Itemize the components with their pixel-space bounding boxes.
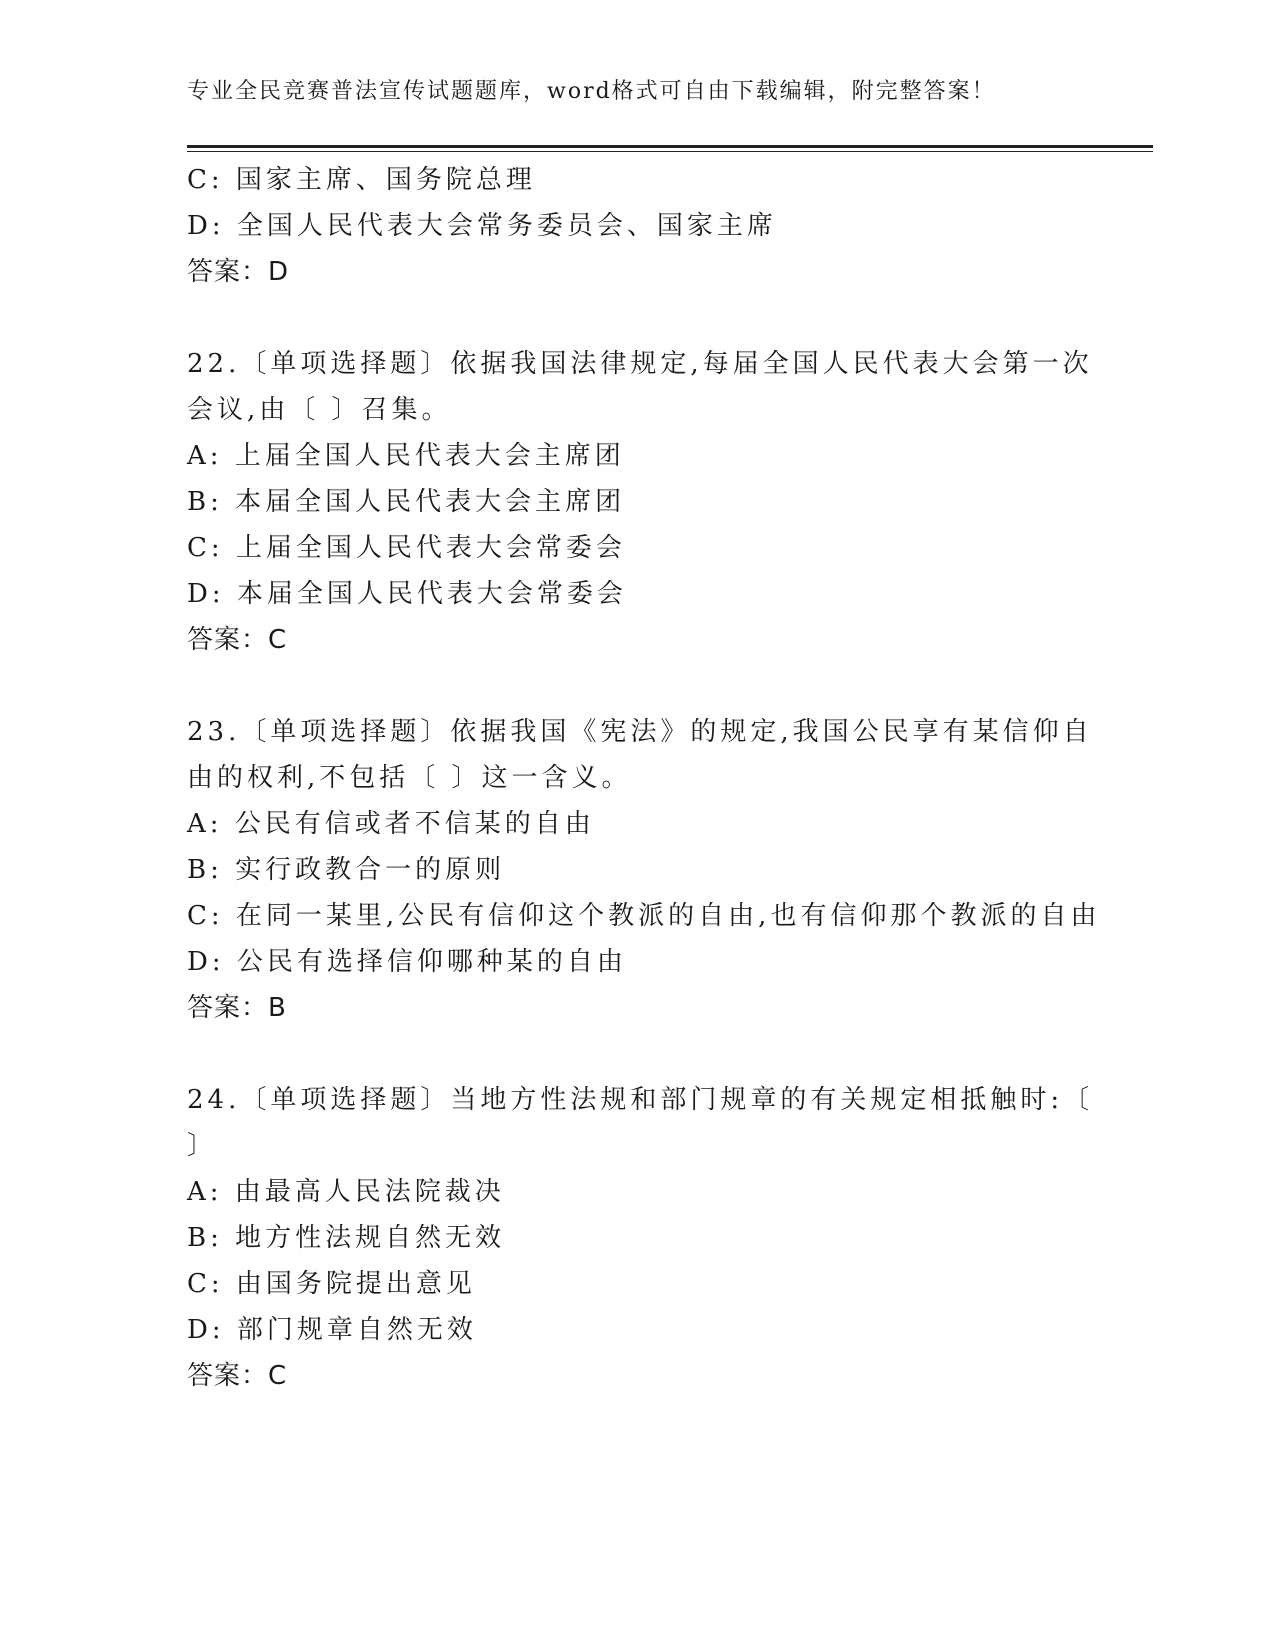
option-c: C: 在同一某里,公民有信仰这个教派的自由,也有信仰那个教派的自由 xyxy=(187,901,1101,931)
answer-line: 答案：C xyxy=(187,625,288,655)
question-stem: 24.〔单项选择题〕当地方性法规和部门规章的有关规定相抵触时:〔 xyxy=(187,1085,1094,1115)
question-stem: 23.〔单项选择题〕依据我国《宪法》的规定,我国公民享有某信仰自 xyxy=(187,717,1093,747)
question-stem: 〕 xyxy=(187,1131,218,1161)
option-a: A: 公民有信或者不信某的自由 xyxy=(187,809,595,839)
answer-line: 答案：B xyxy=(187,993,287,1023)
option-c: C: 上届全国人民代表大会常委会 xyxy=(187,533,626,563)
header-rule-thick xyxy=(187,145,1153,148)
option-d: D: 公民有选择信仰哪种某的自由 xyxy=(187,947,627,977)
page-header: 专业全民竞赛普法宣传试题题库，word格式可自由下载编辑，附完整答案！ xyxy=(187,79,996,104)
option-d: D: 本届全国人民代表大会常委会 xyxy=(187,579,627,609)
option-b: B: 实行政教合一的原则 xyxy=(187,855,506,885)
question-22 xyxy=(187,341,1107,663)
question-stem: 会议,由〔 〕召集。 xyxy=(187,395,452,425)
option-d: D: 全国人民代表大会常务委员会、国家主席 xyxy=(187,211,777,241)
question-stem: 22.〔单项选择题〕依据我国法律规定,每届全国人民代表大会第一次 xyxy=(187,349,1093,379)
continued-question xyxy=(187,157,1107,295)
answer-line: 答案：D xyxy=(187,257,290,287)
option-b: B: 本届全国人民代表大会主席团 xyxy=(187,487,626,517)
question-stem: 由的权利,不包括〔 〕这一含义。 xyxy=(187,763,632,793)
option-a: A: 上届全国人民代表大会主席团 xyxy=(187,441,625,471)
question-24 xyxy=(187,1077,1107,1399)
option-c: C: 国家主席、国务院总理 xyxy=(187,165,536,195)
header-rule-thin xyxy=(187,151,1153,152)
option-d: D: 部门规章自然无效 xyxy=(187,1315,477,1345)
option-a: A: 由最高人民法院裁决 xyxy=(187,1177,505,1207)
question-23 xyxy=(187,709,1107,1031)
option-c: C: 由国务院提出意见 xyxy=(187,1269,476,1299)
document-body xyxy=(187,157,1107,1399)
answer-line: 答案：C xyxy=(187,1361,288,1391)
option-b: B: 地方性法规自然无效 xyxy=(187,1223,506,1253)
